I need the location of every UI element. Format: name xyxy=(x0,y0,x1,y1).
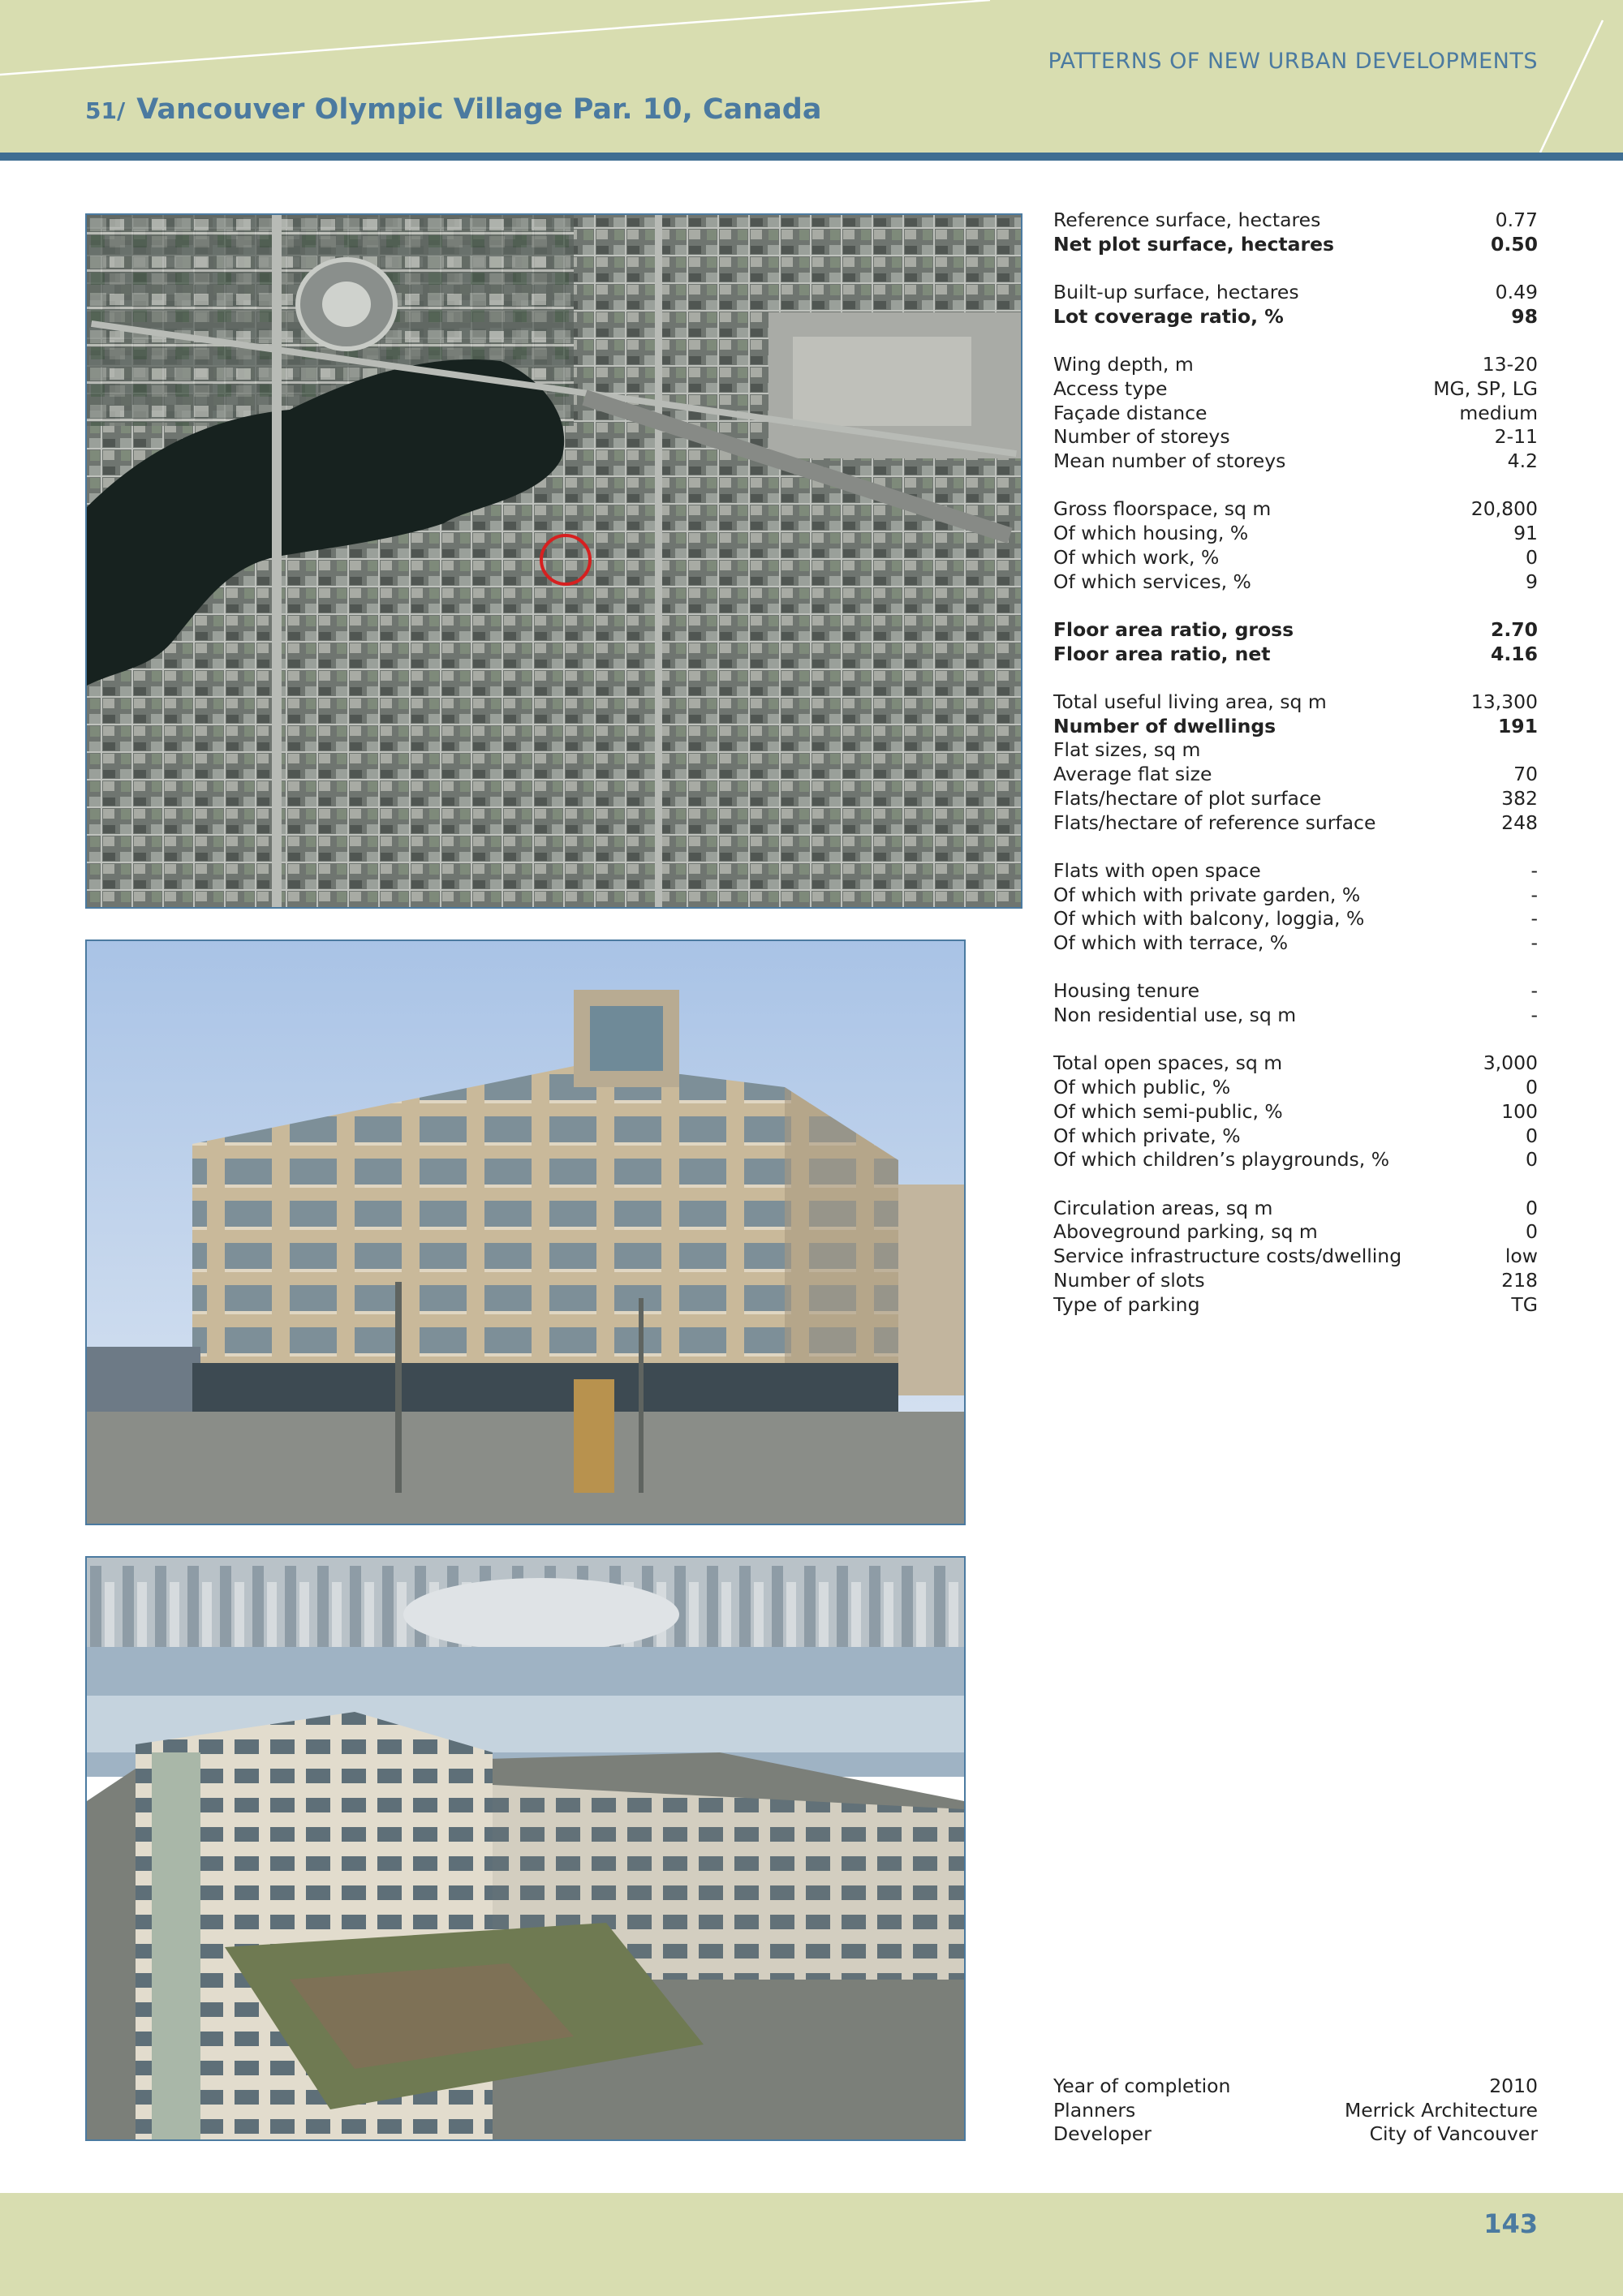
row-spacer xyxy=(1053,329,1538,354)
stat-value: 9 xyxy=(1526,570,1538,593)
stat-row xyxy=(1053,787,1538,811)
section-title: PATTERNS OF NEW URBAN DEVELOPMENTS xyxy=(1048,49,1538,74)
stat-row xyxy=(1053,643,1538,667)
stat-row xyxy=(1053,1076,1538,1100)
stat-label: Flats/hectare of plot surface xyxy=(1053,786,1322,810)
header-rule xyxy=(0,153,1623,161)
stat-value: 13-20 xyxy=(1482,353,1538,376)
stat-label: Gross floorspace, sq m xyxy=(1053,497,1272,521)
stat-label: Of which private, % xyxy=(1053,1124,1241,1147)
stat-row xyxy=(1053,738,1538,763)
stat-row xyxy=(1053,884,1538,908)
rooftop-aerial-photo xyxy=(85,1556,966,2141)
stat-value: low xyxy=(1505,1245,1538,1268)
row-spacer xyxy=(1053,956,1538,980)
stat-value: 3,000 xyxy=(1483,1051,1538,1075)
stat-row xyxy=(1053,1197,1538,1221)
case-number: 51/ xyxy=(85,97,126,124)
stat-row xyxy=(1053,1220,1538,1245)
stat-value: 0 xyxy=(1526,1220,1538,1244)
stat-value: 2010 xyxy=(1489,2075,1538,2097)
stat-value: 191 xyxy=(1497,714,1538,737)
stat-label: Lot coverage ratio, % xyxy=(1053,304,1284,328)
stat-row xyxy=(1053,618,1538,643)
stat-label: Of which with private garden, % xyxy=(1053,883,1361,906)
stat-label: Mean number of storeys xyxy=(1053,449,1286,472)
stat-row xyxy=(1053,1148,1538,1172)
stat-row xyxy=(1053,931,1538,956)
statistics-table xyxy=(1053,209,1538,1317)
stat-value: TG xyxy=(1511,1292,1538,1316)
footer-band xyxy=(0,2193,1623,2296)
stat-row xyxy=(1053,1100,1538,1124)
stat-row xyxy=(1053,305,1538,329)
stat-value: Merrick Architecture xyxy=(1344,2098,1538,2122)
stat-label: Of which children’s playgrounds, % xyxy=(1053,1148,1390,1172)
row-spacer xyxy=(1053,1028,1538,1052)
stat-value: MG, SP, LG xyxy=(1433,376,1538,400)
stat-value: 100 xyxy=(1501,1099,1538,1123)
stat-row xyxy=(1053,811,1538,836)
stat-value: 2-11 xyxy=(1494,425,1538,449)
stat-row xyxy=(1053,715,1538,739)
stat-label: Reference surface, hectares xyxy=(1053,209,1321,231)
stat-label: Developer xyxy=(1053,2122,1152,2146)
stat-row xyxy=(1053,402,1538,426)
header-band xyxy=(0,0,1623,153)
stat-label: Of which work, % xyxy=(1053,545,1220,569)
stat-label: Of which public, % xyxy=(1053,1076,1231,1099)
row-spacer xyxy=(1053,835,1538,859)
stat-value: City of Vancouver xyxy=(1369,2122,1538,2146)
stat-value: 382 xyxy=(1501,786,1538,810)
stat-value: - xyxy=(1530,883,1538,906)
stat-row xyxy=(1053,2122,1538,2147)
stat-row xyxy=(1053,1004,1538,1028)
stat-label: Access type xyxy=(1053,376,1168,400)
stat-row xyxy=(1053,209,1538,233)
stat-value: 218 xyxy=(1501,1268,1538,1292)
stat-row xyxy=(1053,1124,1538,1149)
stat-value: 91 xyxy=(1513,522,1538,545)
stat-label: Non residential use, sq m xyxy=(1053,1004,1297,1027)
stat-value: 0 xyxy=(1526,1196,1538,1219)
stat-value: 0.77 xyxy=(1495,209,1538,231)
stat-label: Façade distance xyxy=(1053,401,1208,424)
stat-label: Flats/hectare of reference surface xyxy=(1053,810,1376,834)
stat-row xyxy=(1053,859,1538,884)
stat-value: 0 xyxy=(1526,1124,1538,1147)
stat-label: Flat sizes, sq m xyxy=(1053,738,1201,762)
stat-row xyxy=(1053,425,1538,449)
stat-label: Total useful living area, sq m xyxy=(1053,690,1327,713)
stat-label: Circulation areas, sq m xyxy=(1053,1196,1273,1219)
stat-row xyxy=(1053,1269,1538,1293)
stat-value: 2.70 xyxy=(1491,617,1538,641)
stat-row xyxy=(1053,907,1538,931)
stat-label: Floor area ratio, gross xyxy=(1053,617,1294,641)
stat-value: 0 xyxy=(1526,545,1538,569)
stat-label: Built-up surface, hectares xyxy=(1053,281,1299,304)
stat-label: Of which with terrace, % xyxy=(1053,931,1289,954)
stat-label: Year of completion xyxy=(1053,2075,1231,2097)
stat-row xyxy=(1053,570,1538,595)
stat-row xyxy=(1053,1293,1538,1318)
page-title xyxy=(85,93,821,126)
stat-label: Net plot surface, hectares xyxy=(1053,232,1335,256)
stat-value: - xyxy=(1530,858,1538,882)
stat-value: - xyxy=(1530,907,1538,931)
stat-row xyxy=(1053,522,1538,546)
stat-label: Of which semi-public, % xyxy=(1053,1099,1283,1123)
stat-row xyxy=(1053,690,1538,715)
stat-row xyxy=(1053,281,1538,305)
stat-value: 0.50 xyxy=(1491,232,1538,256)
stat-label: Total open spaces, sq m xyxy=(1053,1051,1283,1075)
aerial-photo xyxy=(85,213,1022,909)
stat-label: Of which with balcony, loggia, % xyxy=(1053,907,1365,931)
stat-row xyxy=(1053,2075,1538,2099)
stat-value: 20,800 xyxy=(1470,497,1538,521)
row-spacer xyxy=(1053,474,1538,498)
stat-value: - xyxy=(1530,931,1538,954)
stat-label: Number of dwellings xyxy=(1053,714,1276,737)
stat-row xyxy=(1053,2099,1538,2123)
stat-value: 4.2 xyxy=(1507,449,1538,472)
stat-value: - xyxy=(1530,979,1538,1003)
stat-value: - xyxy=(1530,1004,1538,1027)
stat-label: Number of slots xyxy=(1053,1268,1205,1292)
stat-row xyxy=(1053,233,1538,257)
stat-label: Wing depth, m xyxy=(1053,353,1194,376)
stat-label: Planners xyxy=(1053,2098,1136,2122)
stat-row xyxy=(1053,763,1538,787)
stat-value: 4.16 xyxy=(1491,642,1538,665)
stat-label: Of which services, % xyxy=(1053,570,1251,593)
row-spacer xyxy=(1053,594,1538,618)
stat-label: Service infrastructure costs/dwelling xyxy=(1053,1245,1402,1268)
stat-row xyxy=(1053,497,1538,522)
stat-value: 0 xyxy=(1526,1076,1538,1099)
case-title: Vancouver Olympic Village Par. 10, Canada xyxy=(136,93,822,126)
stat-label: Of which housing, % xyxy=(1053,522,1249,545)
stat-row xyxy=(1053,546,1538,570)
stat-row xyxy=(1053,1051,1538,1076)
stat-value: 70 xyxy=(1513,763,1538,786)
row-spacer xyxy=(1053,256,1538,281)
project-info-table xyxy=(1053,2075,1538,2147)
stat-row xyxy=(1053,449,1538,474)
stat-value: 248 xyxy=(1501,810,1538,834)
row-spacer xyxy=(1053,1172,1538,1197)
stat-value: 13,300 xyxy=(1470,690,1538,713)
stat-label: Floor area ratio, net xyxy=(1053,642,1271,665)
stat-value: medium xyxy=(1459,401,1538,424)
building-street-photo xyxy=(85,939,966,1525)
stat-value: 0 xyxy=(1526,1148,1538,1172)
stat-value: 0.49 xyxy=(1495,281,1538,304)
stat-label: Aboveground parking, sq m xyxy=(1053,1220,1318,1244)
header-decor-lines xyxy=(0,0,1623,153)
stat-label: Flats with open space xyxy=(1053,858,1261,882)
stat-row xyxy=(1053,377,1538,402)
row-spacer xyxy=(1053,666,1538,690)
stat-label: Type of parking xyxy=(1053,1292,1200,1316)
stat-label: Average flat size xyxy=(1053,763,1212,786)
stat-row xyxy=(1053,353,1538,377)
stat-row xyxy=(1053,1245,1538,1269)
stat-label: Number of storeys xyxy=(1053,425,1230,449)
stat-label: Housing tenure xyxy=(1053,979,1200,1003)
stat-value: 98 xyxy=(1511,304,1538,328)
stat-row xyxy=(1053,979,1538,1004)
page-number: 143 xyxy=(1483,2208,1538,2239)
